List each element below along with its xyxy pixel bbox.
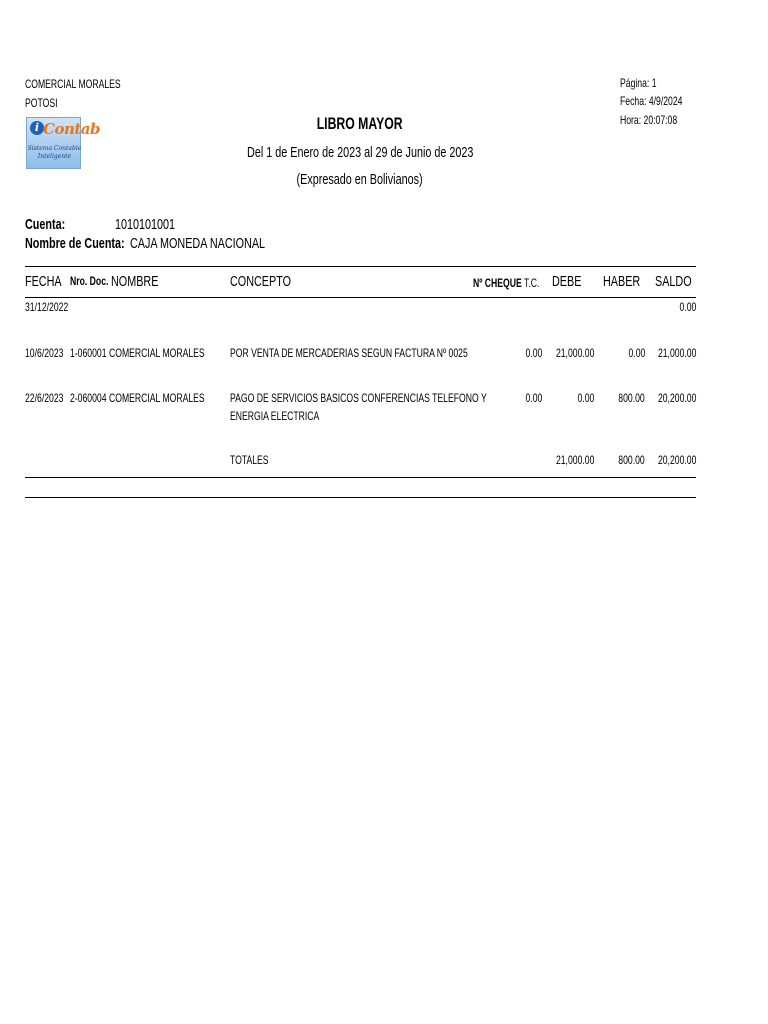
col-haber: HABER bbox=[603, 273, 641, 290]
totals-saldo: 20,200.00 bbox=[657, 453, 696, 467]
report-period: Del 1 de Enero de 2023 al 29 de Junio de 2023 bbox=[246, 144, 474, 161]
row-haber: 0.00 bbox=[628, 346, 645, 360]
logo-letter: i bbox=[30, 121, 44, 135]
row-saldo: 21,000.00 bbox=[657, 346, 696, 360]
company-city: POTOSI bbox=[25, 96, 58, 110]
col-debe: DEBE bbox=[552, 273, 582, 290]
totals-rule bbox=[25, 477, 696, 478]
row-fecha: 10/6/2023 bbox=[25, 346, 64, 360]
col-tc: T.C. bbox=[524, 276, 540, 290]
logo-brand: Contab bbox=[43, 120, 100, 138]
col-concepto: CONCEPTO bbox=[230, 273, 292, 290]
col-saldo: SALDO bbox=[655, 273, 692, 290]
row-nombre: COMERCIAL MORALES bbox=[109, 346, 205, 360]
row-saldo: 20,200.00 bbox=[657, 391, 696, 405]
row-concepto: PAGO DE SERVICIOS BASICOS CONFERENCIAS TELEFONO Y bbox=[230, 391, 487, 405]
row-nombre: COMERCIAL MORALES bbox=[109, 391, 205, 405]
totals-label: TOTALES bbox=[230, 453, 269, 467]
col-fecha: FECHA bbox=[25, 273, 62, 290]
account-code-label: Cuenta: bbox=[25, 216, 66, 233]
header-top-rule bbox=[25, 266, 696, 267]
footer-rule bbox=[25, 497, 696, 498]
logo-tagline-2: Inteligente bbox=[37, 153, 72, 160]
totals-debe: 21,000.00 bbox=[555, 453, 594, 467]
col-nro-doc: Nro. Doc. bbox=[70, 274, 109, 288]
company-name: COMERCIAL MORALES bbox=[25, 77, 121, 91]
account-name: CAJA MONEDA NACIONAL bbox=[130, 235, 266, 252]
account-name-label: Nombre de Cuenta: bbox=[25, 235, 125, 252]
currency-note: (Expresado en Bolivianos) bbox=[296, 171, 424, 188]
opening-fecha: 31/12/2022 bbox=[25, 300, 69, 314]
col-nombre: NOMBRE bbox=[111, 273, 159, 290]
print-time: Hora: 20:07:08 bbox=[620, 113, 678, 127]
col-cheque: Nº CHEQUE bbox=[473, 276, 522, 290]
row-tc: 0.00 bbox=[525, 346, 542, 360]
totals-haber: 800.00 bbox=[618, 453, 645, 467]
row-fecha: 22/6/2023 bbox=[25, 391, 64, 405]
page-number: Página: 1 bbox=[620, 76, 657, 90]
row-debe: 0.00 bbox=[577, 391, 594, 405]
row-debe: 21,000.00 bbox=[555, 346, 594, 360]
row-concepto-cont: ENERGIA ELECTRICA bbox=[230, 409, 320, 423]
row-tc: 0.00 bbox=[525, 391, 542, 405]
print-date: Fecha: 4/9/2024 bbox=[620, 94, 683, 108]
logo-tagline-1: Sistema Contable bbox=[27, 145, 82, 152]
account-code: 1010101001 bbox=[115, 216, 176, 233]
row-haber: 800.00 bbox=[618, 391, 645, 405]
opening-saldo: 0.00 bbox=[679, 300, 696, 314]
report-title: LIBRO MAYOR bbox=[317, 114, 403, 133]
row-concepto: POR VENTA DE MERCADERIAS SEGUN FACTURA Nº 0025 bbox=[230, 346, 468, 360]
header-bottom-rule bbox=[25, 297, 696, 298]
row-nro-doc: 2-060004 bbox=[70, 391, 107, 405]
row-nro-doc: 1-060001 bbox=[70, 346, 107, 360]
